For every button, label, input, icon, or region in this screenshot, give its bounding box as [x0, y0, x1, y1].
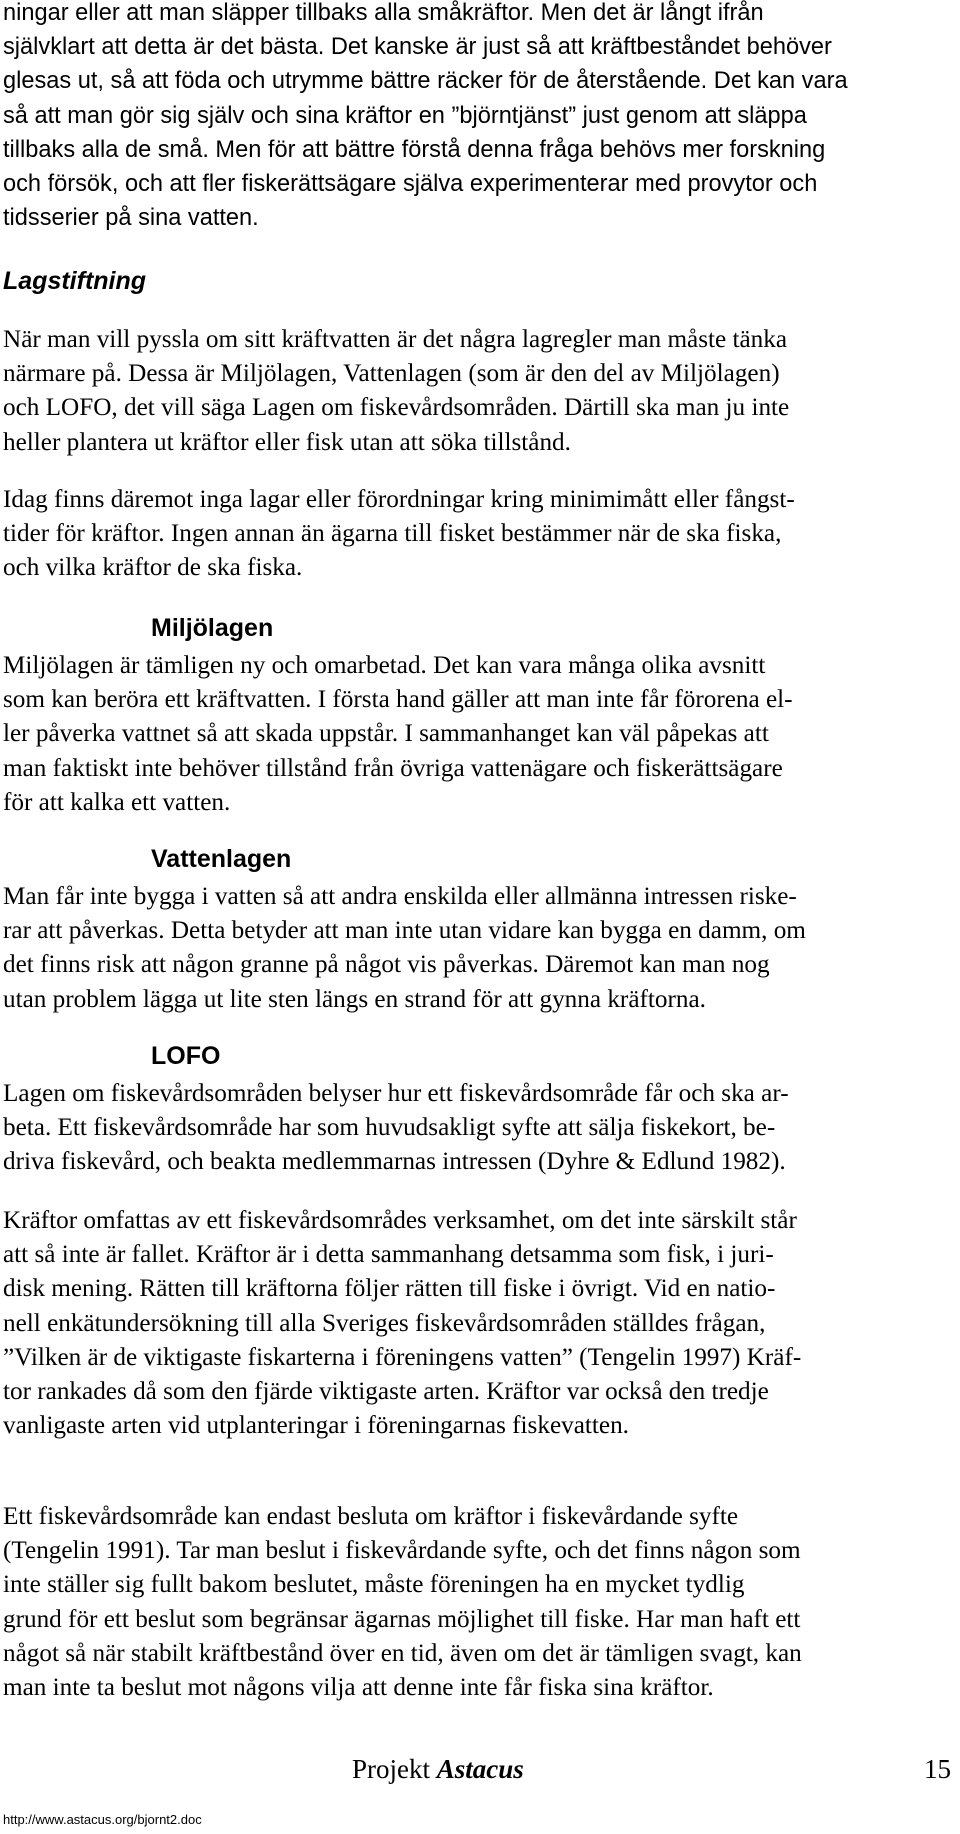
heading-vattenlagen: Vattenlagen: [151, 845, 292, 873]
intro-line: tidsserier på sina vatten.: [3, 205, 259, 232]
text-line: som kan beröra ett kräftvatten. I första hand gäller att man inte får förorena el-: [3, 686, 793, 714]
page-number: 15: [924, 1754, 951, 1784]
source-url: http://www.astacus.org/bjornt2.doc: [3, 1812, 202, 1827]
lagstiftning-paragraph-1: [3, 323, 789, 460]
text-line: Man får inte bygga i vatten så att andra enskilda eller allmänna intressen riske-: [3, 883, 797, 910]
text-line: ”Vilken är de viktigaste fiskarterna i föreningens vatten” (Tengelin 1997) Kräf-: [3, 1343, 802, 1371]
text-line: inte ställer sig fullt bakom beslutet, måste föreningen ha en mycket tydlig: [3, 1571, 745, 1599]
text-line: vanligaste arten vid utplanteringar i föreningarnas fiskevatten.: [3, 1412, 629, 1440]
intro-line: ningar eller att man släpper tillbaks alla småkräftor. Men det är långt ifrån: [3, 0, 764, 26]
text-line: man inte ta beslut mot någons vilja att denne inte får fiska sina kräftor.: [3, 1674, 714, 1702]
intro-line: självklart att detta är det bästa. Det kanske är just så att kräftbeståndet behöver: [3, 34, 832, 61]
text-line: Ett fiskevårdsområde kan endast besluta om kräftor i fiskevårdande syfte: [3, 1503, 739, 1530]
heading-miljolagen: Miljölagen: [151, 614, 274, 642]
text-line: Lagen om fiskevårdsområden belyser hur ett fiskevårdsområde får och ska ar-: [3, 1080, 789, 1107]
text-line: heller plantera ut kräftor eller fisk utan att söka tillstånd.: [3, 428, 571, 456]
lofo-paragraph-2: [3, 1204, 801, 1443]
heading-lofo: LOFO: [151, 1042, 221, 1070]
intro-line: tillbaks alla de små. Men för att bättre förstå denna fråga behövs mer forskning: [3, 136, 826, 163]
text-line: något så när stabilt kräftbestånd över en tid, även om det är tämligen svagt, kan: [3, 1639, 802, 1667]
text-line: och LOFO, det vill säga Lagen om fiskevårdsområden. Därtill ska man ju inte: [3, 394, 790, 422]
footer-project-name: Astacus: [436, 1754, 524, 1784]
text-line: Kräftor omfattas av ett fiskevårdsområdes verksamhet, om det inte särskilt står: [3, 1207, 797, 1234]
text-line: Idag finns däremot inga lagar eller förordningar kring minimimått eller fångst-: [3, 486, 795, 513]
text-line: grund för ett beslut som begränsar ägarnas möjlighet till fiske. Har man haft ett: [3, 1605, 801, 1633]
footer-project: [352, 1754, 524, 1785]
page-footer: [3, 1754, 951, 1794]
text-line: När man vill pyssla om sitt kräftvatten är det några lagregler man måste tänka: [3, 326, 788, 353]
intro-line: och försök, och att fler fiskerättsägare själva experimenterar med provytor och: [3, 171, 818, 198]
footer-project-word: Projekt: [352, 1754, 430, 1784]
text-line: det finns risk att någon granne på något vis påverkas. Däremot kan man nog: [3, 951, 770, 979]
text-line: man faktiskt inte behöver tillstånd från övriga vattenägare och fiskerättsägare: [3, 754, 783, 782]
lofo-paragraph-3: [3, 1500, 802, 1705]
text-line: (Tengelin 1991). Tar man beslut i fiskevårdande syfte, och det finns någon som: [3, 1537, 801, 1565]
text-line: disk mening. Rätten till kräftorna följer rätten till fiske i övrigt. Vid en natio-: [3, 1275, 776, 1303]
heading-lagstiftning: Lagstiftning: [3, 267, 147, 295]
lofo-paragraph-1: [3, 1077, 789, 1180]
vattenlagen-paragraph: [3, 880, 806, 1017]
text-line: och vilka kräftor de ska fiska.: [3, 554, 303, 582]
text-line: nell enkätundersökning till alla Sveriges fiskevårdsområden ställdes frågan,: [3, 1309, 766, 1337]
miljolagen-paragraph: [3, 649, 793, 820]
text-line: driva fiskevård, och beakta medlemmarnas intressen (Dyhre & Edlund 1982).: [3, 1148, 786, 1176]
text-line: tor rankades då som den fjärde viktigaste arten. Kräftor var också den tredje: [3, 1378, 769, 1406]
intro-line: glesas ut, så att föda och utrymme bättre räcker för de återstående. Det kan vara: [3, 68, 848, 95]
text-line: tider för kräftor. Ingen annan än ägarna till fisket bestämmer när de ska fiska,: [3, 520, 782, 548]
text-line: rar att påverkas. Detta betyder att man inte utan vidare kan bygga en damm, om: [3, 917, 806, 945]
lagstiftning-paragraph-2: [3, 483, 795, 586]
text-line: Miljölagen är tämligen ny och omarbetad. Det kan vara många olika avsnitt: [3, 652, 766, 679]
text-line: för att kalka ett vatten.: [3, 788, 231, 816]
intro-line: så att man gör sig själv och sina kräftor en ”björntjänst” just genom att släppa: [3, 102, 807, 129]
intro-paragraph: [3, 0, 848, 235]
text-line: beta. Ett fiskevårdsområde har som huvudsakligt syfte att sälja fiskekort, be-: [3, 1114, 776, 1142]
text-line: närmare på. Dessa är Miljölagen, Vattenlagen (som är den del av Miljölagen): [3, 360, 780, 388]
text-line: utan problem lägga ut lite sten längs en strand för att gynna kräftorna.: [3, 985, 706, 1013]
text-line: att så inte är fallet. Kräftor är i detta sammanhang detsamma som fisk, i juri-: [3, 1241, 774, 1269]
text-line: ler påverka vattnet så att skada uppstår. I sammanhanget kan väl påpekas att: [3, 720, 769, 748]
